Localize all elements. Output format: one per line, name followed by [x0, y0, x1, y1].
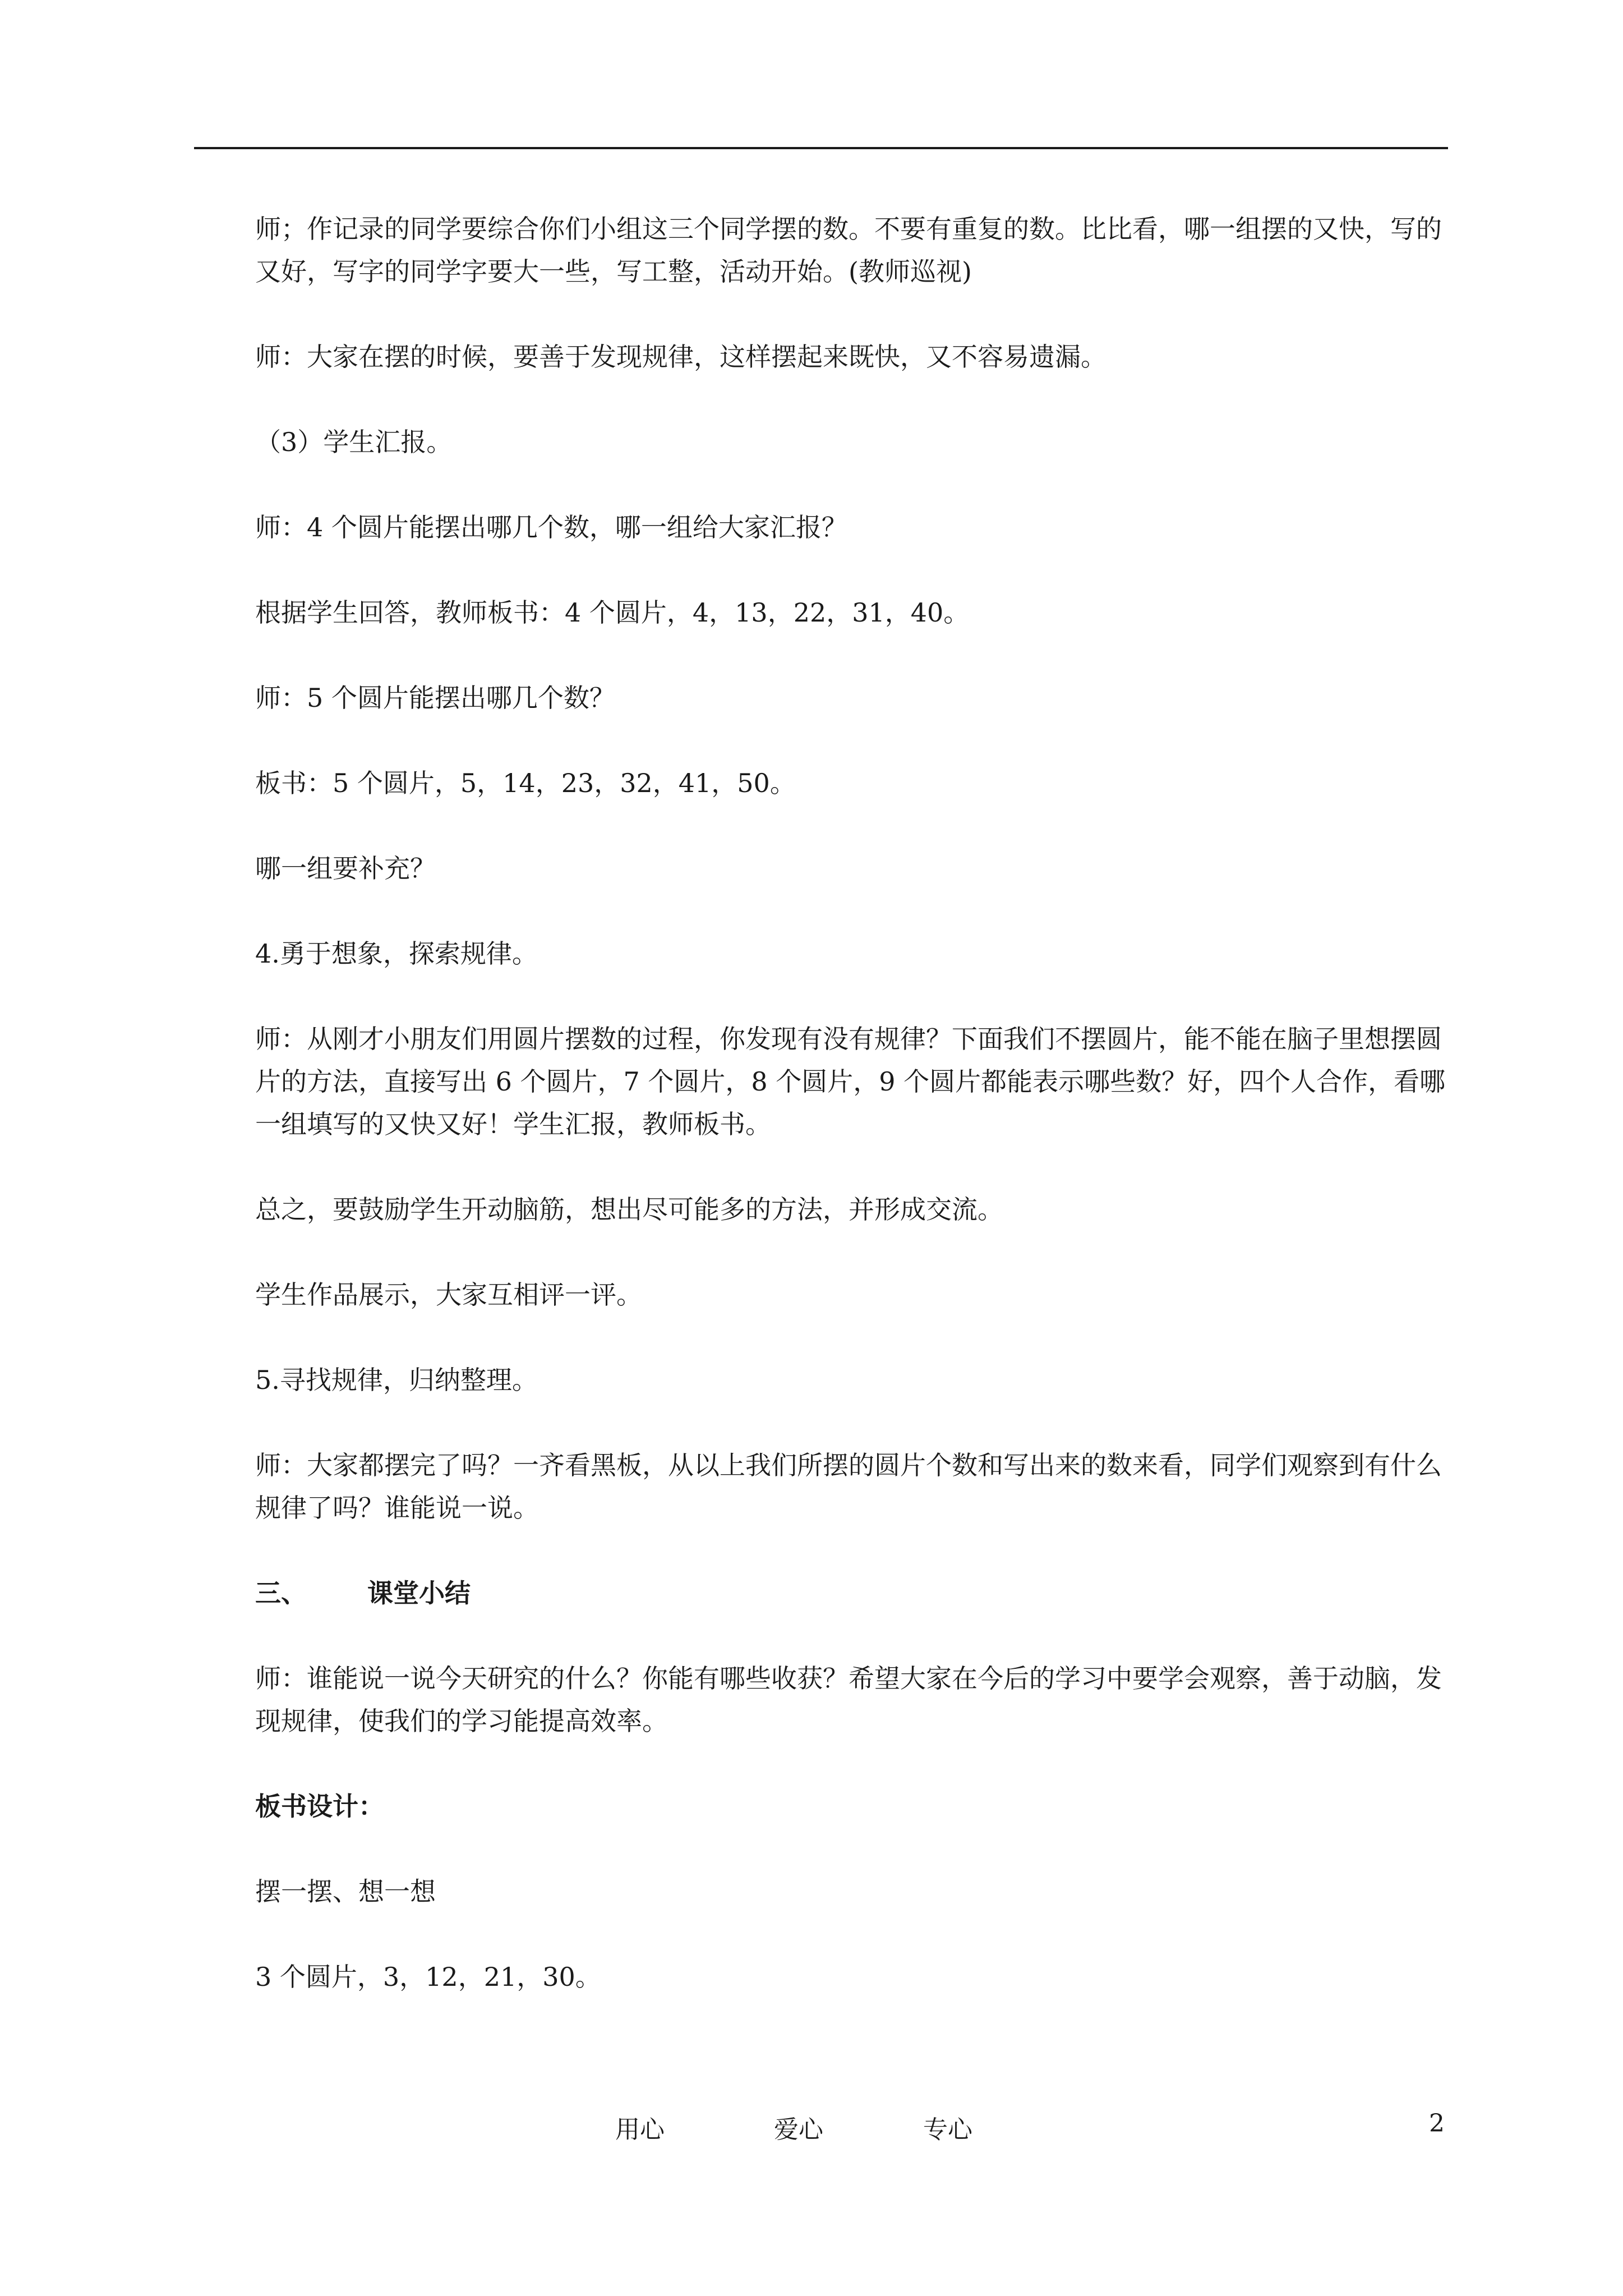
paragraph-5: 根据学生回答，教师板书：4 个圆片，4，13，22，31，40。 [255, 597, 970, 628]
footer-motto-1: 用心 [615, 2115, 665, 2144]
paragraph-11: 总之，要鼓励学生开动脑筋，想出尽可能多的方法，并形成交流。 [255, 1194, 1003, 1225]
footer-motto-2: 爱心 [774, 2115, 823, 2144]
paragraph-3: （3）学生汇报。 [255, 427, 453, 457]
board-design-line: 3 个圆片，3，12，21，30。 [255, 1962, 601, 1992]
paragraph-9: 4.勇于想象，探索规律。 [255, 938, 538, 969]
paragraph-7: 板书：5 个圆片，5，14，23，32，41，50。 [255, 768, 796, 798]
paragraph-8: 哪一组要补充？ [255, 853, 436, 884]
paragraph-10: 师：从刚才小朋友们用圆片摆数的过程，你发现有没有规律？下面我们不摆圆片，能不能在脑子里想摆圆片的方法，直接写出 6 个圆片，7 个圆片，8 个圆片，9 个圆片都能表示哪些数？好，四个人合作，看哪一组填写的又快又好！学生汇报，教师板书。 [255, 1024, 1446, 1139]
section-heading [255, 1572, 1450, 1614]
paragraph-2: 师：大家在摆的时候，要善于发现规律，这样摆起来既快，又不容易遗漏。 [255, 342, 1106, 372]
paragraph-6: 师：5 个圆片能摆出哪几个数？ [255, 683, 615, 713]
board-design-heading: 板书设计： [255, 1791, 384, 1821]
section-number: 三、 [255, 1578, 307, 1608]
section-title: 课堂小结 [367, 1578, 471, 1608]
page-number: 2 [1429, 2109, 1445, 2138]
page-content [255, 208, 1450, 2041]
paragraph-13: 5.寻找规律，归纳整理。 [255, 1365, 538, 1395]
paragraph-4: 师：4 个圆片能摆出哪几个数，哪一组给大家汇报？ [255, 512, 847, 542]
footer-motto-3: 专心 [923, 2115, 972, 2144]
page-footer [0, 2109, 1623, 2143]
header-rule [194, 147, 1448, 149]
paragraph-1: 师；作记录的同学要综合你们小组这三个同学摆的数。不要有重复的数。比比看，哪一组摆的又快，写的又好，写字的同学字要大一些，写工整，活动开始。(教师巡视) [255, 214, 1442, 287]
board-design-title: 摆一摆、想一想 [255, 1876, 436, 1907]
paragraph-12: 学生作品展示，大家互相评一评。 [255, 1280, 642, 1310]
summary-paragraph: 师：谁能说一说今天研究的什么？你能有哪些收获？希望大家在今后的学习中要学会观察，善于动脑，发现规律，使我们的学习能提高效率。 [255, 1663, 1442, 1736]
paragraph-14: 师：大家都摆完了吗？一齐看黑板，从以上我们所摆的圆片个数和写出来的数来看，同学们观察到有什么规律了吗？谁能说一说。 [255, 1450, 1442, 1523]
